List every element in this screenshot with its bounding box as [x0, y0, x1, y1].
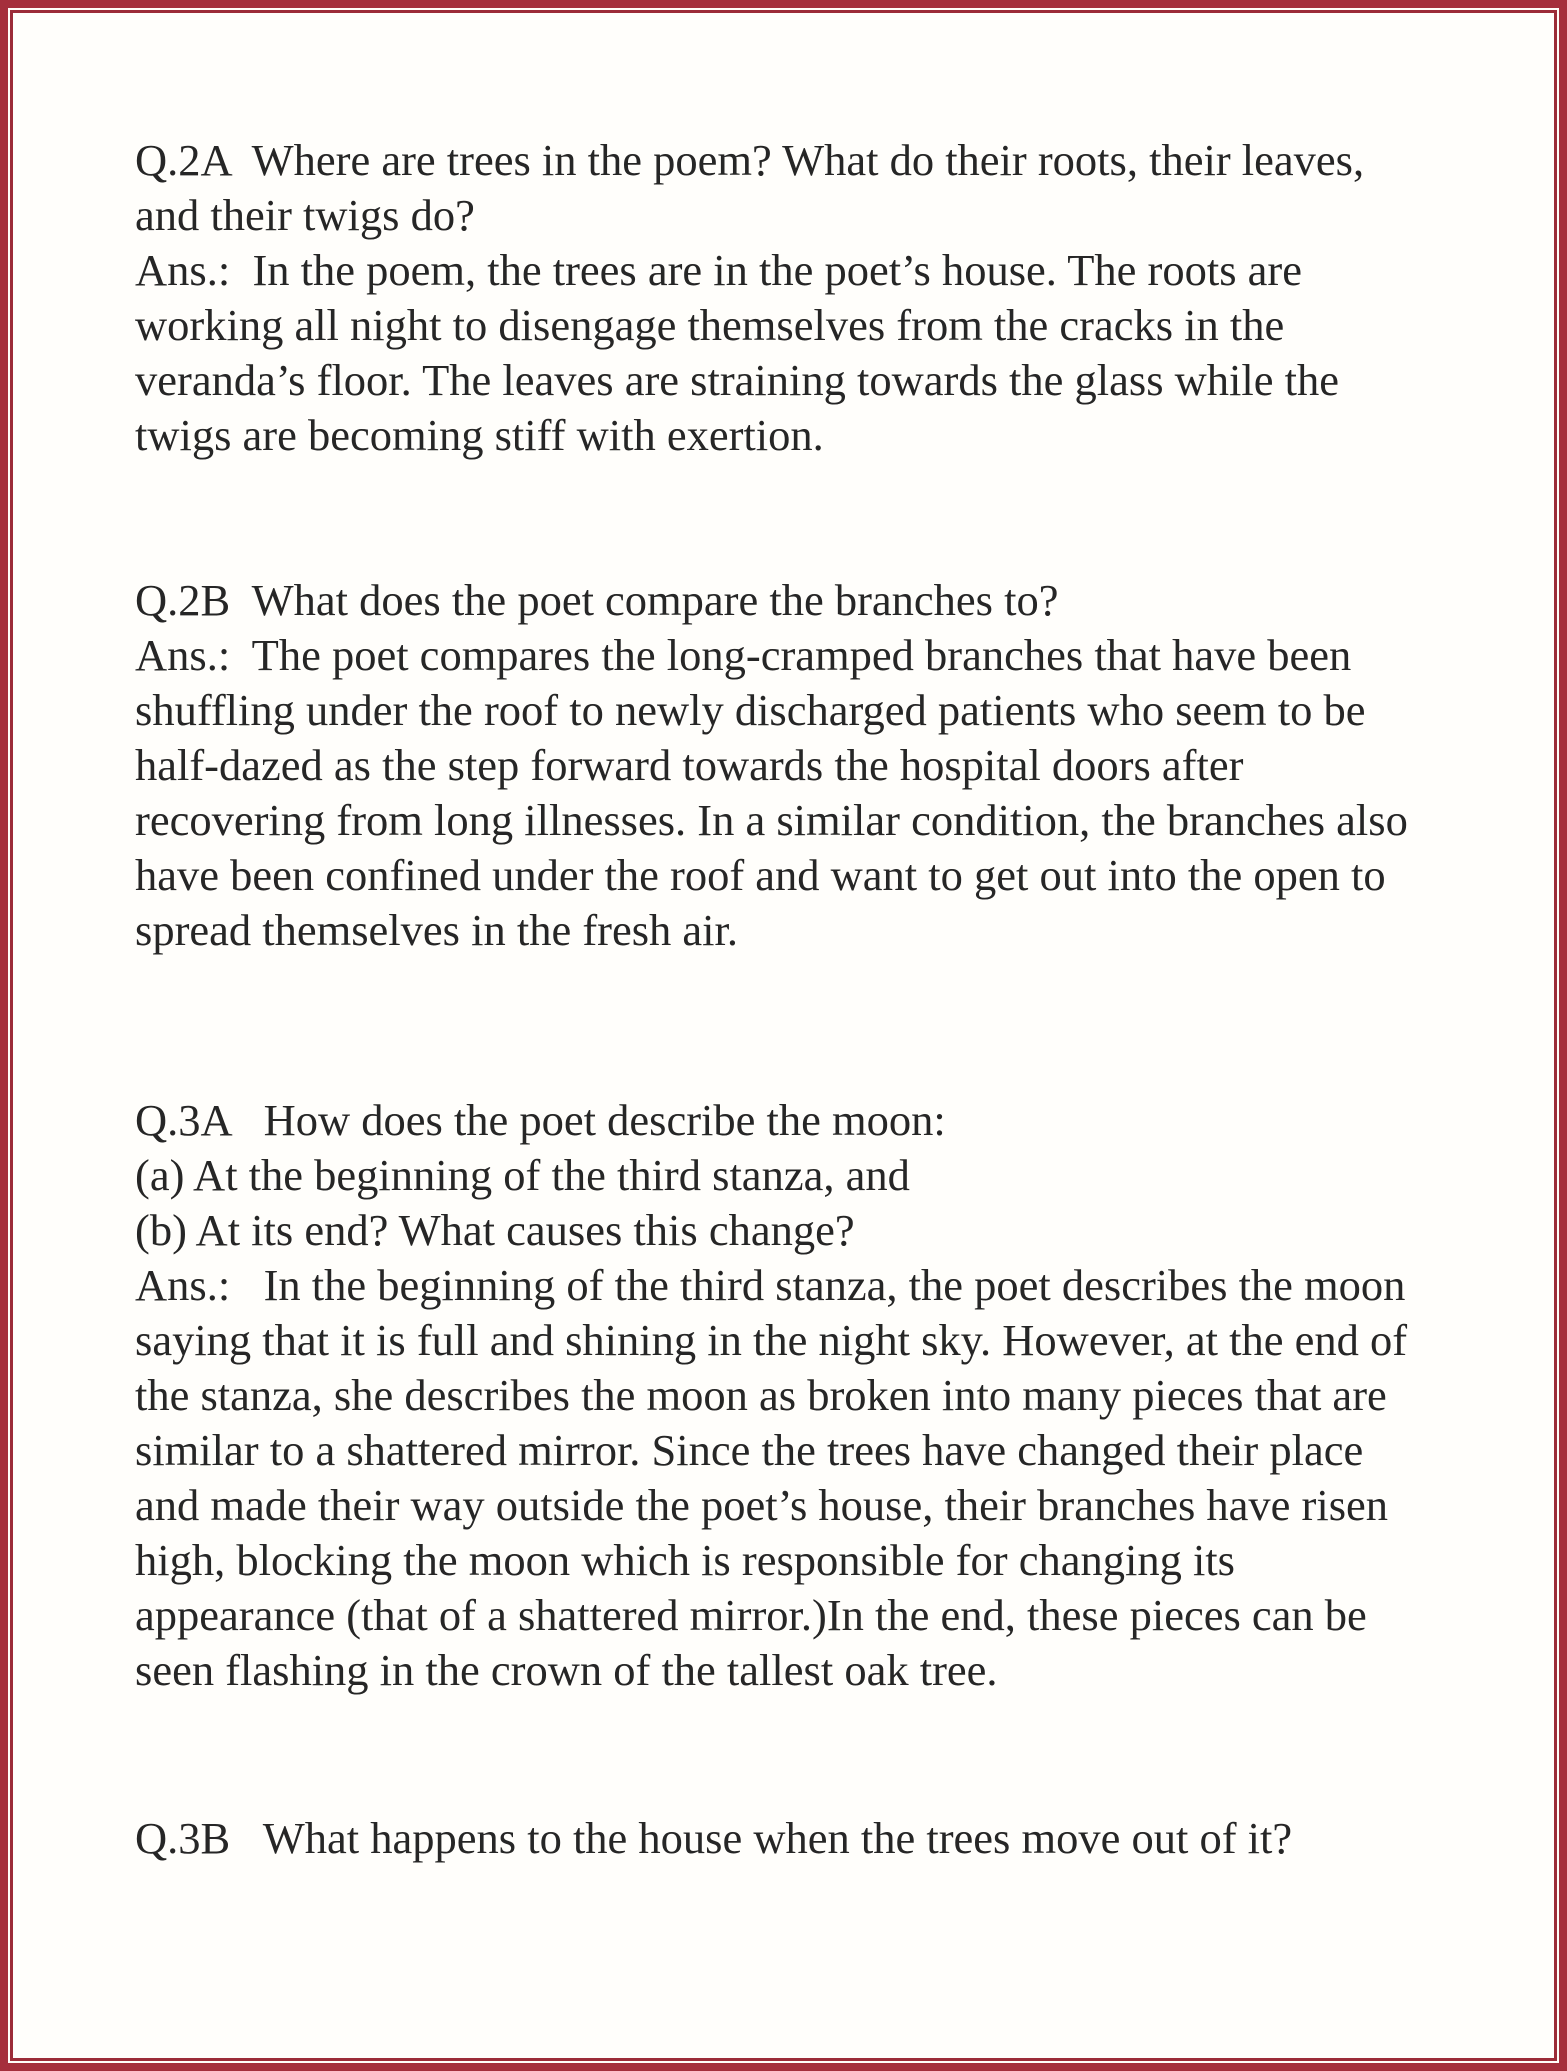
question-block-q3b [135, 1811, 1535, 1866]
answer-line: twigs are becoming stiff with exertion. [135, 410, 824, 460]
question-line: (a) At the beginning of the third stanza, and [135, 1150, 910, 1200]
question-block-q2a [135, 133, 1535, 463]
answer-line: the stanza, she describes the moon as broken into many pieces that are [135, 1370, 1387, 1420]
answer-line: seen flashing in the crown of the tallest oak tree. [135, 1645, 998, 1695]
question-block-q2b [135, 573, 1535, 958]
question-line: Q.2A Where are trees in the poem? What do their roots, their leaves, [135, 135, 1365, 185]
answer-line: have been confined under the roof and want to get out into the open to [135, 850, 1386, 900]
answer-line: working all night to disengage themselves from the cracks in the [135, 300, 1285, 350]
answer-line: high, blocking the moon which is responsible for changing its [135, 1535, 1235, 1585]
question-block-q3a [135, 1093, 1535, 1698]
answer-line: shuffling under the roof to newly discharged patients who seem to be [135, 685, 1366, 735]
answer-line: similar to a shattered mirror. Since the trees have changed their place [135, 1425, 1364, 1475]
answer-line: recovering from long illnesses. In a similar condition, the branches also [135, 795, 1408, 845]
answer-line: veranda’s floor. The leaves are straining towards the glass while the [135, 355, 1340, 405]
question-line: Q.2B What does the poet compare the branches to? [135, 575, 1059, 625]
answer-line: saying that it is full and shining in the night sky. However, at the end of [135, 1315, 1408, 1365]
question-line: Q.3B What happens to the house when the trees move out of it? [135, 1813, 1293, 1863]
answer-line: appearance (that of a shattered mirror.)In the end, these pieces can be [135, 1590, 1367, 1640]
answer-line: Ans.: The poet compares the long-cramped branches that have been [135, 630, 1352, 680]
question-line: and their twigs do? [135, 190, 475, 240]
answer-line: and made their way outside the poet’s house, their branches have risen [135, 1480, 1389, 1530]
question-line: (b) At its end? What causes this change? [135, 1205, 855, 1255]
answer-line: half-dazed as the step forward towards the hospital doors after [135, 740, 1244, 790]
answer-line: Ans.: In the beginning of the third stanza, the poet describes the moon [135, 1260, 1406, 1310]
question-line: Q.3A How does the poet describe the moon: [135, 1095, 946, 1145]
answer-line: Ans.: In the poem, the trees are in the poet’s house. The roots are [135, 245, 1302, 295]
answer-line: spread themselves in the fresh air. [135, 905, 739, 955]
